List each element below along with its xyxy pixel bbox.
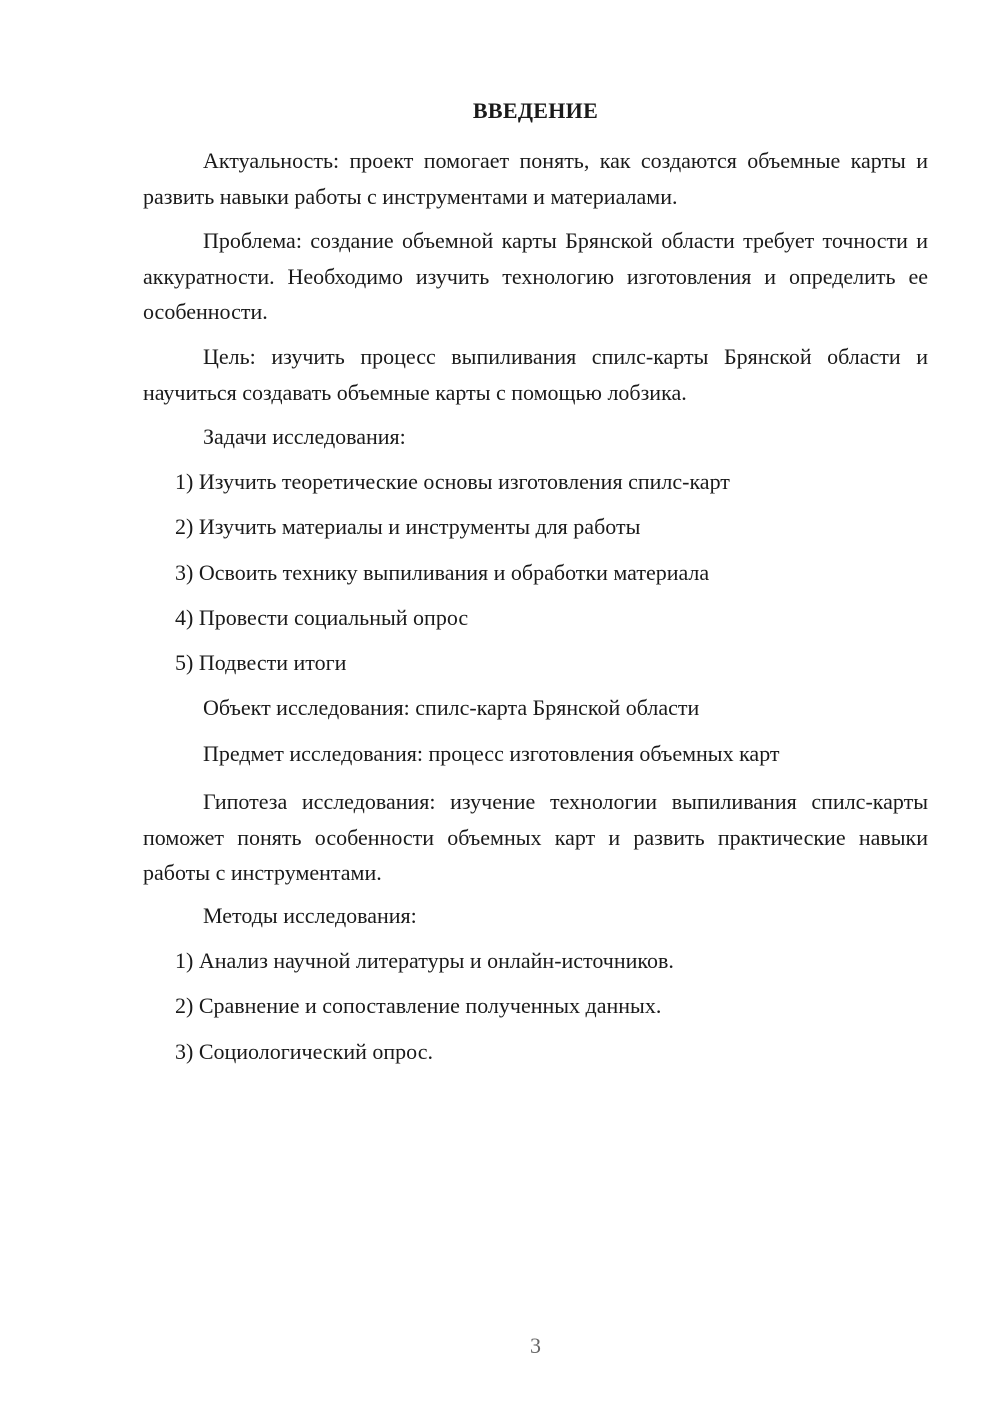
task-item: 1) Изучить теоретические основы изготовления спилс-карт [175,469,730,494]
page-title: ВВЕДЕНИЕ [472,98,599,123]
task-item: 5) Подвести итоги [175,650,347,675]
goal-paragraph: Цель: изучить процесс выпиливания спилс-карты Брянской области и научиться создавать объемные карты с помощью лобзика. [143,344,928,405]
research-object: Объект исследования: спилс-карта Брянской области [203,695,700,720]
document-page [143,0,928,1414]
methods-title: Методы исследования: [203,903,417,928]
relevance-paragraph: Актуальность: проект помогает понять, как создаются объемные карты и развить навыки работы с инструментами и материалами. [143,148,928,209]
task-item: 2) Изучить материалы и инструменты для работы [175,514,641,539]
research-subject: Предмет исследования: процесс изготовления объемных карт [203,741,780,766]
task-item: 4) Провести социальный опрос [175,605,469,630]
task-item: 3) Освоить технику выпиливания и обработки материала [175,560,710,585]
tasks-title: Задачи исследования: [203,424,406,449]
method-item: 1) Анализ научной литературы и онлайн-источников. [175,948,674,973]
method-item: 3) Социологический опрос. [175,1039,433,1064]
problem-paragraph: Проблема: создание объемной карты Брянской области требует точности и аккуратности. Необходимо изучить технологию изготовления и определить ее особенности. [143,228,928,324]
hypothesis-paragraph: Гипотеза исследования: изучение технологии выпиливания спилс-карты поможет понять особенности объемных карт и развить практические навыки работы с инструментами. [143,789,928,885]
method-item: 2) Сравнение и сопоставление полученных данных. [175,993,662,1018]
page-number: 3 [530,1333,541,1358]
